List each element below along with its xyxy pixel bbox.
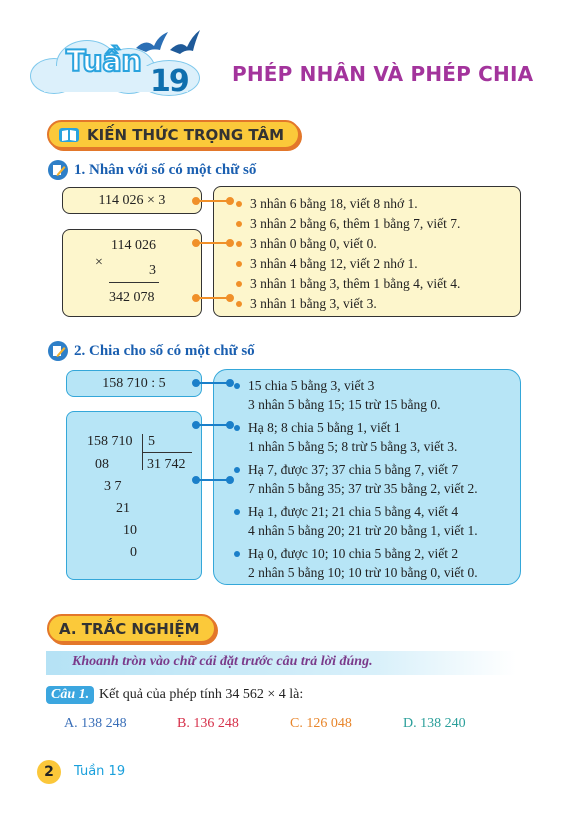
div-step-line1: Hạ 0, được 10; 10 chia 5 bằng 2, viết 2: [248, 546, 459, 561]
div-remainder-4: 10: [123, 523, 137, 538]
question-label: Câu 1.: [46, 686, 94, 704]
mul-step: 3 nhân 1 bằng 3, thêm 1 bằng 4, viết 4.: [236, 274, 460, 294]
answer-option-b[interactable]: B. 136 248: [177, 716, 239, 731]
div-remainder-5: 0: [130, 545, 137, 560]
div-quotient: 31 742: [147, 457, 186, 472]
week-word: Tuần: [66, 44, 142, 78]
div-dividend: 158 710: [87, 434, 133, 449]
section-title-knowledge: KIẾN THỨC TRỌNG TÂM: [87, 125, 284, 144]
section-title-quiz: A. TRẮC NGHIỆM: [59, 619, 200, 638]
div-remainder-2: 3 7: [104, 479, 122, 494]
part2-heading-text: 2. Chia cho số có một chữ số: [74, 342, 255, 359]
answer-option-c[interactable]: C. 126 048: [290, 716, 352, 731]
div-remainder-3: 21: [116, 501, 130, 516]
section-banner-quiz: [47, 614, 216, 643]
page-title: PHÉP NHÂN VÀ PHÉP CHIA: [232, 62, 534, 86]
div-step-line2: 2 nhân 5 bằng 10; 10 trừ 10 bằng 0, viết 0.: [248, 565, 478, 580]
div-step-line2: 4 nhân 5 bằng 20; 21 trừ 20 bằng 1, viết 1.: [248, 523, 478, 538]
mul-step: 3 nhân 0 bằng 0, viết 0.: [236, 234, 460, 254]
question-text: Kết quả của phép tính 34 562 × 4 là:: [99, 687, 304, 702]
div-remainder-1: 08: [95, 457, 109, 472]
div-divisor: 5: [148, 434, 155, 449]
page-number: 2: [37, 760, 61, 784]
mul-operator: ×: [95, 255, 103, 270]
mul-step: 3 nhân 1 bằng 3, viết 3.: [236, 294, 460, 314]
division-expression: 158 710 : 5: [102, 375, 166, 391]
quiz-instruction: Khoanh tròn vào chữ cái đặt trước câu trả lời đúng.: [46, 651, 516, 675]
mul-result: 342 078: [109, 290, 155, 305]
div-step-line1: Hạ 7, được 37; 37 chia 5 bằng 7, viết 7: [248, 462, 459, 477]
mul-step: 3 nhân 6 bằng 18, viết 8 nhớ 1.: [236, 194, 460, 214]
mul-multiplier: 3: [149, 263, 156, 278]
answer-option-d[interactable]: D. 138 240: [403, 716, 466, 731]
div-step-line1: Hạ 1, được 21; 21 chia 5 bằng 4, viết 4: [248, 504, 459, 519]
part1-heading-text: 1. Nhân với số có một chữ số: [74, 161, 257, 178]
multiplication-expression: 114 026 × 3: [98, 192, 166, 208]
mul-step: 3 nhân 4 bằng 12, viết 2 nhớ 1.: [236, 254, 460, 274]
footer-week: Tuần 19: [74, 764, 126, 779]
week-number: 19: [150, 64, 188, 99]
div-step-line1: Hạ 8; 8 chia 5 bằng 1, viết 1: [248, 420, 401, 435]
answer-option-a[interactable]: A. 138 248: [64, 716, 127, 731]
mul-top: 114 026: [111, 238, 156, 253]
div-step-line2: 7 nhân 5 bằng 35; 37 trừ 35 bằng 2, viết 2.: [248, 481, 478, 496]
div-step-line1: 15 chia 5 bằng 3, viết 3: [248, 378, 375, 393]
div-step-line2: 3 nhân 5 bằng 15; 15 trừ 15 bằng 0.: [248, 397, 441, 412]
div-step-line2: 1 nhân 5 bằng 5; 8 trừ 5 bằng 3, viết 3.: [248, 439, 458, 454]
mul-step: 3 nhân 2 bằng 6, thêm 1 bằng 7, viết 7.: [236, 214, 460, 234]
